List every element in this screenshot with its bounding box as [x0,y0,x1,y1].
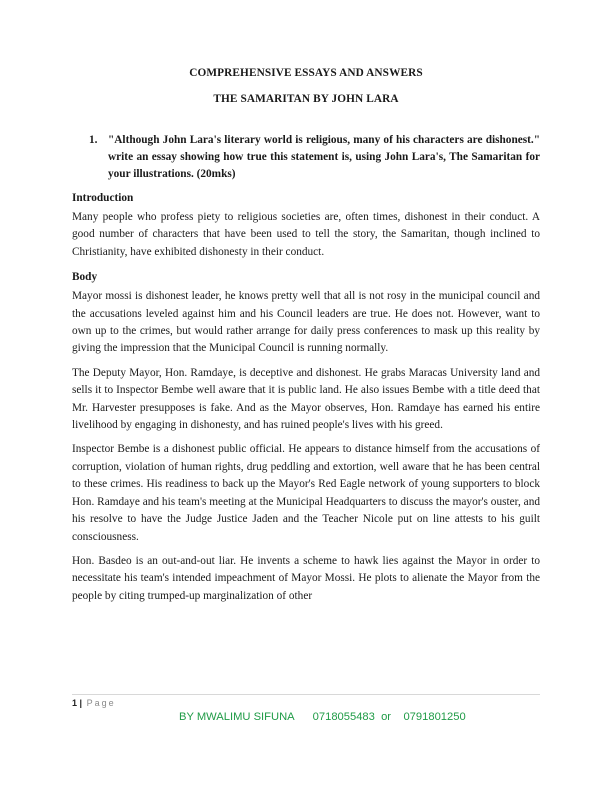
body-heading: Body [72,271,98,284]
introduction-heading: Introduction [72,192,134,204]
page-label: Page [86,698,116,708]
question-text: "Although John Lara's literary world is religious, many of his characters are dishonest." write an essay showing how true this statement is, using John Lara's, The Samaritan for your illustrations. (20mks) [108,134,540,180]
introduction-paragraph: Many people who profess piety to religious societies are, often times, dishonest in their conduct. A good number of characters that have been used to tell the story, the Samaritan, though inclined to Christianity, have exhibited dishonesty in their conduct. [72,211,540,258]
page-number: 1 [72,698,78,708]
document-title: COMPREHENSIVE ESSAYS AND ANSWERS [189,67,423,79]
body-paragraph-deputy-mayor: The Deputy Mayor, Hon. Ramdaye, is deceptive and dishonest. He grabs Maracas University land and sells it to Inspector Bembe well aware that it is public land. He also issues Bembe with a title deed that Mr. Harvester presupposes is fake. And as the Mayor observes, Hon. Ramdaye has earned his entire livelihood by engaging in dishonesty, and has ruined people's lives with his greed. [72,366,540,432]
body-paragraph-mayor-mossi: Mayor mossi is dishonest leader, he knows pretty well that all is not rosy in the municipal council and the accusations leveled against him and his Council leaders are true. He does not. However, want to own up to the crimes, but would rather arrange for daily press conferences to mask up this reality by giving the impression that the Municipal Council is running normally. [72,290,540,355]
body-paragraph-hon-basdeo: Hon. Basdeo is an out-and-out liar. He invents a scheme to hawk lies against the Mayor in order to necessitate his team's intended impeachment of Mayor Mossi. He plots to alienate the Mayor from the people by citing trumped-up marginalization of other [72,554,540,602]
body-paragraph-inspector-bembe: Inspector Bembe is a dishonest public official. He appears to distance himself from the accusations of corruption, violation of human rights, drug peddling and extortion, well aware that he has been central to these crimes. His readiness to back up the Mayor's Red Eagle network of young supporters to block Hon. Ramdaye and his team's meeting at the Municipal Headquarters to discuss the mayor's ouster, and his resolve to have the Judge Justice Jaden and the Teacher Nicole put on line attests to his guilt consciousness. [72,443,540,543]
page-separator: | [79,698,83,708]
page-number-footer [72,698,116,708]
footer-divider [72,694,540,695]
author-credit: BY MWALIMU SIFUNA 0718055483 or 0791801250 [179,711,466,723]
essay-question [72,132,540,183]
document-page [72,66,540,605]
document-subtitle: THE SAMARITAN BY JOHN LARA [213,93,399,105]
question-number: 1. [89,134,98,146]
